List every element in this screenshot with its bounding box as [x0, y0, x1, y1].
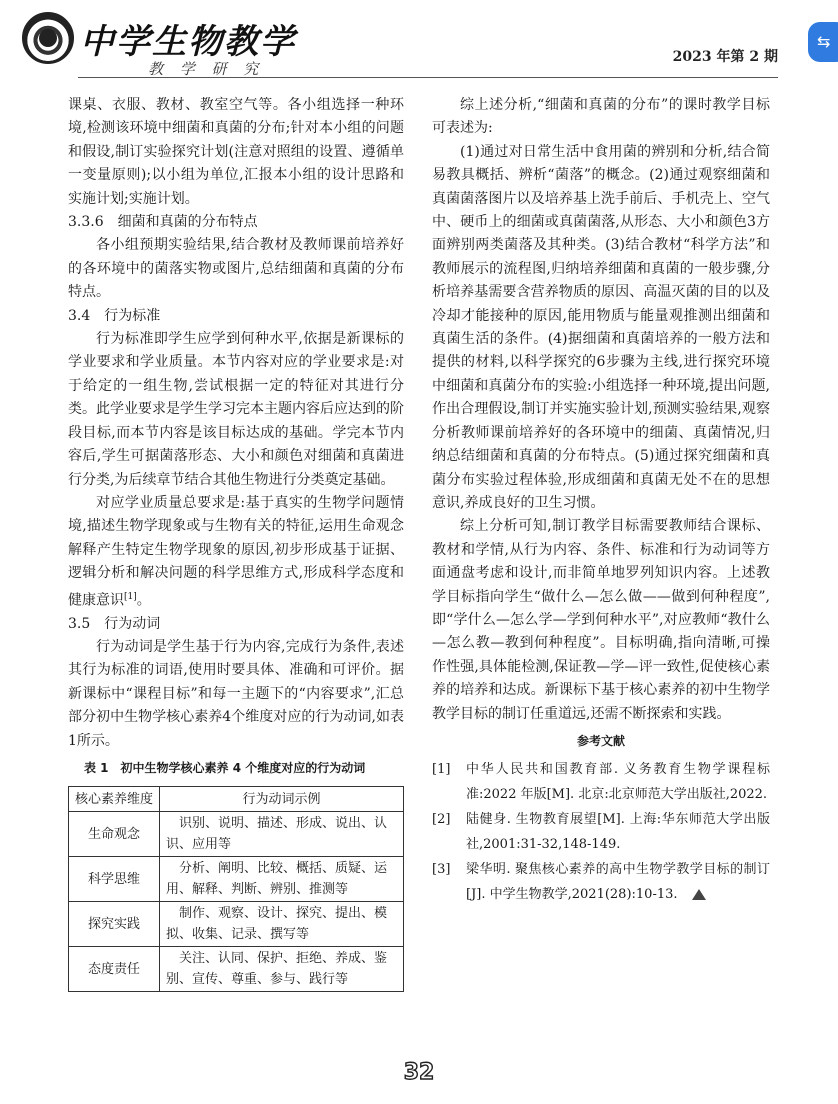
- verb-table: [68, 786, 404, 992]
- issue-label: 2023 年第 2 期: [672, 49, 778, 65]
- left-column: [68, 94, 404, 992]
- section-heading: 3.4 行为标准: [68, 307, 161, 324]
- table-cell-dimension: 探究实践: [69, 902, 160, 947]
- paragraph: [68, 492, 404, 613]
- table-cell-verbs: 识别、说明、描述、形成、说出、认识、应用等: [160, 812, 404, 857]
- end-mark-icon: [692, 889, 706, 900]
- reference-item: [432, 807, 770, 857]
- reference-item: [432, 857, 770, 907]
- table-cell-verbs: 制作、观察、设计、探究、提出、模拟、收集、记录、撰写等: [160, 902, 404, 947]
- translate-icon: ⇆: [817, 32, 831, 51]
- table-caption: 表 1 初中生物学核心素养 4 个维度对应的行为动词: [84, 761, 366, 776]
- reference-text: 中华人民共和国教育部. 义务教育生物学课程标准:2022 年版[M]. 北京:北京师范大学出版社,2022.: [466, 762, 770, 803]
- reference-number: [3]: [432, 862, 451, 878]
- section-heading: 3.3.6 细菌和真菌的分布特点: [68, 214, 258, 231]
- references-title: 参考文献: [576, 733, 625, 748]
- page-number: 32: [403, 1060, 435, 1085]
- section-title: 教 学 研 究: [148, 60, 265, 78]
- section-heading: 3.5 行为动词: [68, 615, 161, 632]
- header-divider: [78, 77, 778, 78]
- table-row: [69, 857, 404, 902]
- paragraph-text: 对应学业质量总要求是:基于真实的生物学问题情境,描述生物学现象或与生物有关的特征,运用生命观念解释产生特定生物学现象的原因,初步形成基于证据、逻辑分析和解决问题的科学思维方式,形成科学态度和健康意识: [68, 494, 404, 609]
- paragraph: 综上分析可知,制订教学目标需要教师结合课标、教材和学情,从行为内容、条件、标准和行为动词等方面通盘考虑和设计,而非简单地罗列知识内容。上述教学目标指向学生“做什么—怎么做——做到何种程度”,即“学什么—怎么学—学到何种水平”,对应教师“教什么—怎么教—教到何种程度”。目标明确,指向清晰,可操作性强,具体能检测,保证教—学—评一致性,促使核心素养的培养和达成。新课标下基于核心素养的初中生物学教学目标的制订任重道远,还需不断探索和实践。: [432, 518, 770, 722]
- table-cell-dimension: 态度责任: [69, 947, 160, 992]
- right-column: [432, 94, 770, 907]
- reference-item: [432, 757, 770, 807]
- table-cell-verbs: 分析、阐明、比较、概括、质疑、运用、解释、判断、辨别、推测等: [160, 857, 404, 902]
- paragraph-end: 。: [136, 592, 151, 609]
- paragraph: (1)通过对日常生活中食用菌的辨别和分析,结合简易教具概括、辨析“菌落”的概念。(2)通过观察细菌和真菌菌落图片以及培养基上洗手前后、手机壳上、空气中、硬币上的细菌或真菌菌落,从形态、大小和颜色3方面辨别两类菌落及其种类。(3)结合教材“科学方法”和教师展示的流程图,归纳培养细菌和真菌的一般步骤,分析培养基需要含营养物质的原因、高温灭菌的目的以及冷却才能接种的原因,能用物质与能量观推测出细菌和真菌生活的条件。(4)据细菌和真菌培养的一般方法和提供的材料,以科学探究的6步骤为主线,进行探究环境中细菌和真菌分布的实验:小组选择一种环境,提出问题,作出合理假设,制订并实施实验计划,预测实验结果,观察分析教师课前培养好的各环境中的细菌、真菌情况,归纳总结细菌和真菌的分布特点。(5)通过探究细菌和真菌分布实验过程体验,形成细菌和真菌无处不在的思想意识,养成良好的卫生习惯。: [432, 143, 770, 511]
- reference-text: 陆健身. 生物教育展望[M]. 上海:华东师范大学出版社,2001:31-32,148-149.: [466, 812, 770, 853]
- reference-text-body: 梁华明. 聚焦核心素养的高中生物学教学目标的制订[J]. 中学生物教学,2021(28):10-13.: [466, 862, 770, 903]
- table-cell-dimension: 科学思维: [69, 857, 160, 902]
- table-cell-verbs: 关注、认同、保护、拒绝、养成、鉴别、宣传、尊重、参与、践行等: [160, 947, 404, 992]
- table-header: 行为动词示例: [160, 787, 404, 812]
- table-header: 核心素养维度: [69, 787, 160, 812]
- table-row: [69, 947, 404, 992]
- paragraph: 行为标准即学生应学到何种水平,依据是新课标的学业要求和学业质量。本节内容对应的学业要求是:对于给定的一组生物,尝试根据一定的特征对其进行分类。此学业要求是学生学习完本主题内容后应达到的阶段目标,而本节内容是该目标达成的基础。学完本节内容后,学生可据菌落形态、大小和颜色对细菌和真菌进行分类,为后续章节结合其他生物进行分类奠定基础。: [68, 331, 404, 488]
- table-row: [69, 902, 404, 947]
- side-tab-button[interactable]: [808, 22, 838, 62]
- reference-text: [466, 857, 770, 907]
- paragraph: 各小组预期实验结果,结合教材及教师课前培养好的各环境中的菌落实物或图片,总结细菌和真菌的分布特点。: [68, 237, 404, 301]
- table-cell-dimension: 生命观念: [69, 812, 160, 857]
- paragraph: 课桌、衣服、教材、教室空气等。各小组选择一种环境,检测该环境中细菌和真菌的分布;针对本小组的问题和假设,制订实验探究计划(注意对照组的设置、遵循单一变量原则);以小组为单位,汇报本小组的设计思路和实施计划;实施计划。: [68, 97, 404, 207]
- page-header: [0, 0, 838, 92]
- reference-number: [1]: [432, 762, 451, 778]
- paragraph: 综上述分析,“细菌和真菌的分布”的课时教学目标可表述为:: [432, 97, 770, 137]
- table-header-row: [69, 787, 404, 812]
- journal-title: 中学生物教学: [80, 22, 296, 62]
- journal-logo-icon: [22, 12, 74, 64]
- reference-number: [2]: [432, 812, 451, 828]
- paragraph: 行为动词是学生基于行为内容,完成行为条件,表述其行为标准的词语,使用时要具体、准确和可评价。据新课标中“课程目标”和每一主题下的“内容要求”,汇总部分初中生物学核心素养4个维度对应的行为动词,如表1所示。: [68, 639, 404, 749]
- table-row: [69, 812, 404, 857]
- citation-link[interactable]: [1]: [124, 591, 137, 602]
